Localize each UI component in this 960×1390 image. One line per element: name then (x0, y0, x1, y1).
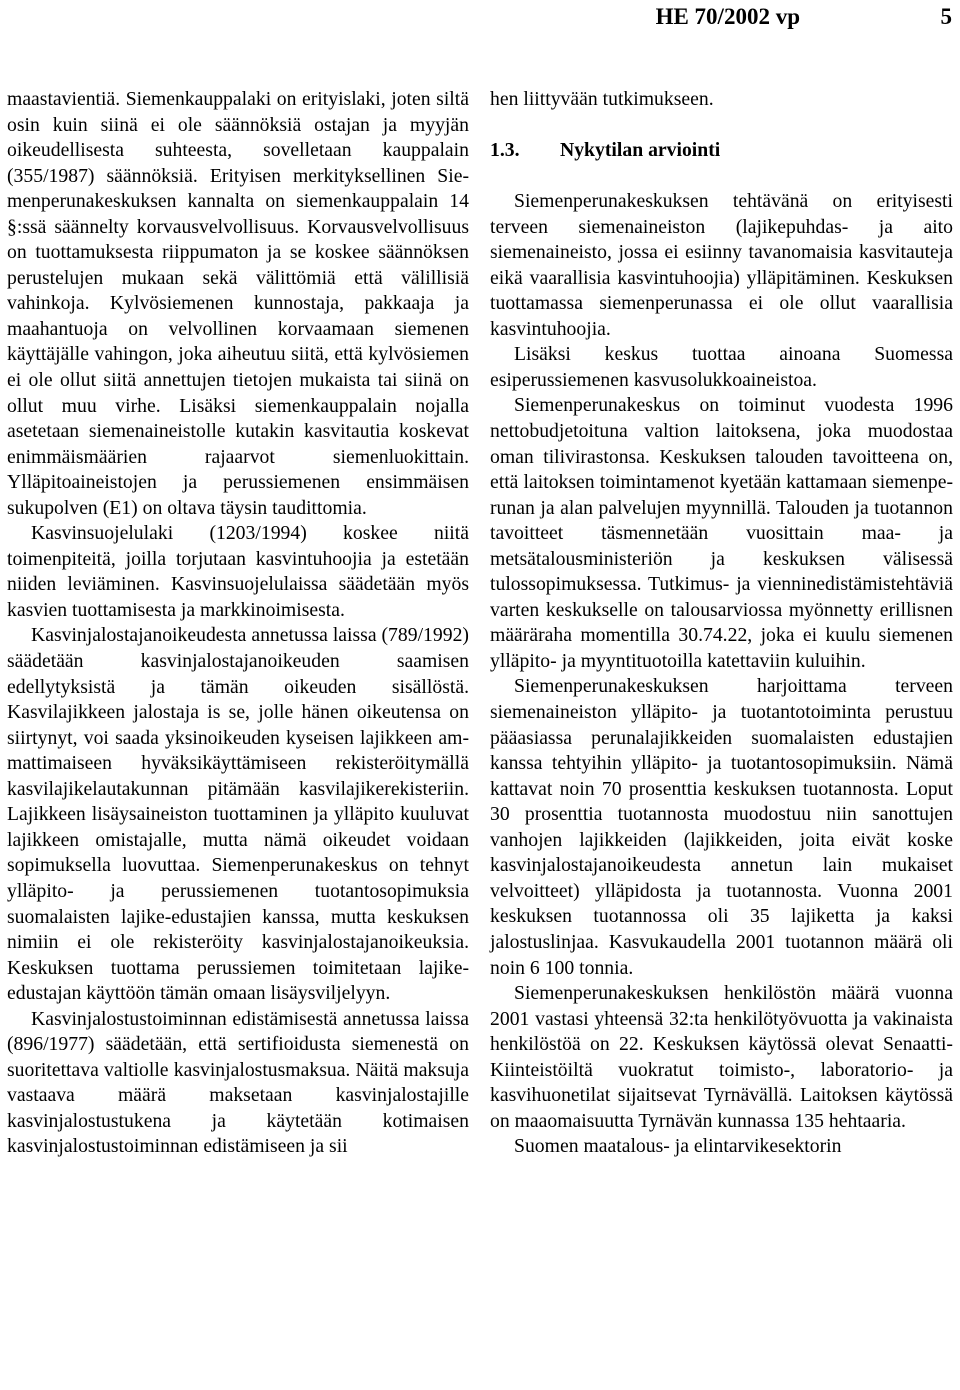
document-id: HE 70/2002 vp (655, 4, 800, 29)
page-header (0, 4, 960, 34)
paragraph: Kasvinjalostajanoikeudesta annetussa laissa (789/1992) säädetään kasvinjalostajanoikeuden saamisen edellytyksistä ja tämän oikeuden sisällöstä. Kasvilajikkeen jalostaja is se, jolle hänen oikeutensa on siirtynyt, voi saada yksinoikeuden kyseisen lajikkeen ammattimaiseen hyväksikäyttämiseen rekisteröitymällä kasvilajikelautakunnan pitämään kasvilajikerekisteriin. Lajikkeen lisäysaineiston tuottaminen ja ylläpito kuuluvat lajikkeen omistajalle, mutta nämä oikeudet voidaan sopimuksella luovuttaa. Siemenperunakeskus on tehnyt ylläpito- ja perussiemenen tuotantosopimuksia suomalaisten lajike-edustajien kanssa, mutta keskuksen nimiin ei ole rekisteröity kasvinjalostajanoikeuksia. Keskuksen tuottama perussiemen toimitetaan lajikeedustajan käyttöön tämän omaan lisäysviljelyyn. (7, 624, 469, 1005)
section-number: 1.3. (490, 139, 520, 162)
paragraph: Siemenperunakeskuksen harjoittama terveen siemenaineiston ylläpito- ja tuotantotoiminta perustuu pääasiassa perunalajikkeiden suomalaisten edustajien kanssa tehtyihin ylläpito- ja tuotantosopimuksiin. Nämä kattavat noin 70 prosenttia keskuksen tuotannosta. Loput 30 prosenttia tuotannosta muodostuu niin sanottujen vanhojen lajikkeiden (lajikkeiden, joita eivät koske kasvinjalostajanoikeudesta annetun lain mukaiset velvoitteet) ylläpidosta ja tuotannosta. Vuonna 2001 keskuksen tuotannossa oli 35 lajiketta ja kaksi jalostuslinjaa. Kasvukaudella 2001 tuotannon määrä oli noin 6 100 tonnia. (490, 675, 953, 979)
section-title: Nykytilan arviointi (560, 139, 721, 162)
left-column (7, 87, 469, 1160)
section-heading (490, 138, 953, 164)
paragraph: Siemenperunakeskus on toiminut vuodesta 1996 nettobudjetoituna valtion laitoksena, joka muodostaa oman tilivirastonsa. Keskuksen talouden tavoitteena on, että laitoksen toimintamenot kyetään kattamaan siemenperunan ja alan palvelujen myynnillä. Talouden ja tuotannon tavoitteet täsmennetään vuosittain maa- ja metsätalousministeriön ja keskuksen välisessä tulossopimuksessa. Tutkimus- ja vienninedistämistehtäviä varten keskukselle on talousarviossa myönnetty erillisnen määräraha momentilla 30.74.22, joka ei kuulu siemenen ylläpito- ja myyntituotoilla katettaviin kuluihin. (490, 394, 953, 672)
paragraph: Kasvinjalostustoiminnan edistämisestä annetussa laissa (896/1977) säädetään, että sertifioidusta siemenestä on suoritettava valtiolle kasvinjalostusmaksua. Näitä maksuja vastaava määrä maksetaan kasvinjalostajille kasvinjalostustukena ja käytetään kotimaisen kasvinjalostustoiminnan edistämiseen ja sii (7, 1007, 469, 1158)
paragraph: maastavientiä. Siemenkauppalaki on erityislaki, joten siltä osin kuin siinä ei ole säännöksiä ostajan ja myyjän oikeudellisesta suhteesta, sovelletaan kauppalain (355/1987) säännöksiä. Erityisen merkityksellinen Siemenperunakeskuksen kannalta on siemenkauppalain 14 §:ssä säännelty korvausvelvollisuus. Korvausvelvollisuus on tuottamuksesta riippumaton ja se koskee säännöksen perustelujen mukaan sekä välittömiä että välillisiä vahinkoja. Kylvösiemenen kunnostaja, pakkaaja ja maahantuoja on velvollinen korvaamaan siemenen käyttäjälle vahingon, joka aiheutuu siitä, että kylvösiemen ei ole ollut siitä annettujen tietojen mukaista tai siinä on ollut muu virhe. Lisäksi siemenkauppalain nojalla asetetaan siemenaineistolle kutakin kasvitautia koskevat enimmäismäärien rajaarvot siemenluokittain. Ylläpitoaineistojen ja perussiemenen ensimmäisen sukupolven (E1) on oltava täysin taudittomia. (7, 88, 469, 519)
page-number: 5 (940, 4, 952, 29)
paragraph: Siemenperunakeskuksen henkilöstön määrä vuonna 2001 vastasi yhteensä 32:ta henkilötyövuotta ja vakinaista henkilöstöä on 22. Keskuksen käytössä olevat Senaatti-Kiinteistöiltä vuokratut toimisto-, laboratorio- ja kasvihuonetilat sijaitsevat Tyrnävällä. Laitoksen käytössä on maaomaisuutta Tyrnävän kunnassa 135 hehtaaria. (490, 982, 953, 1132)
paragraph: Siemenperunakeskuksen tehtävänä on erityisesti terveen siemenaineiston (lajikepuhdas- ja aito siemenaineisto, jossa ei esiinny tavanomaisia kasvitauteja eikä vaarallisia kasvintuhoojia) ylläpitäminen. Keskuksen tuottamassa siemenperunassa ei ole ollut vaarallisia kasvintuhoojia. (490, 190, 953, 340)
paragraph: hen liittyvään tutkimukseen. (490, 88, 714, 110)
paragraph: Suomen maatalous- ja elintarvikesektorin (514, 1135, 842, 1158)
right-column (490, 87, 953, 1160)
paragraph: Kasvinsuojelulaki (1203/1994) koskee niitä toimenpiteitä, joilla torjutaan kasvintuhoojia ja estetään niiden leviäminen. Kasvinsuojelulaissa säädetään myös kasvien tuottamisesta ja markkinoimisesta. (7, 522, 469, 621)
paragraph: Lisäksi keskus tuottaa ainoana Suomessa esiperussiemenen kasvusolukkoaineistoa. (490, 343, 953, 391)
